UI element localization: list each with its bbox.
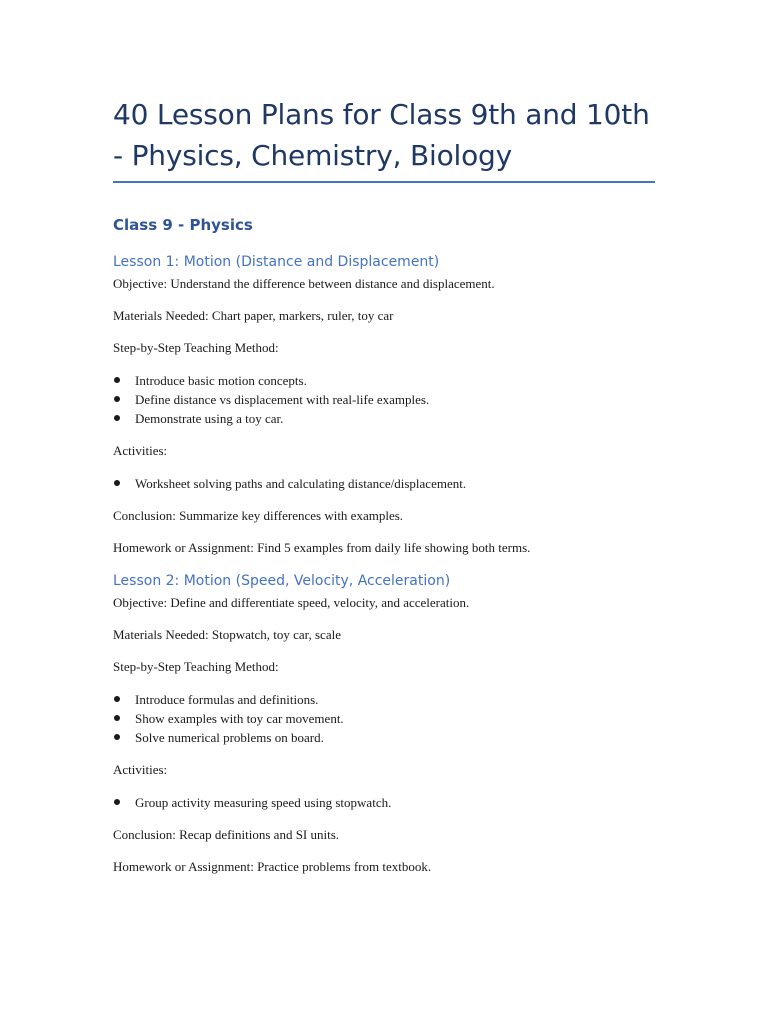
list-item-text: Define distance vs displacement with real-life examples. xyxy=(135,392,430,407)
method-steps-list xyxy=(113,690,658,747)
list-item xyxy=(113,793,658,812)
lesson-homework: Homework or Assignment: Practice problems from textbook. xyxy=(113,859,432,874)
bullet-icon xyxy=(114,799,120,805)
bullet-icon xyxy=(114,696,120,702)
list-item xyxy=(113,371,658,390)
document-title: 40 Lesson Plans for Class 9th and 10th - Physics, Chemistry, Biology xyxy=(113,98,650,172)
bullet-icon xyxy=(114,480,120,486)
list-item-text: Introduce formulas and definitions. xyxy=(135,692,319,707)
bullet-icon xyxy=(114,715,120,721)
lesson-objective: Objective: Understand the difference between distance and displacement. xyxy=(113,276,495,291)
list-item xyxy=(113,690,658,709)
activities-label: Activities: xyxy=(113,443,168,458)
lesson-objective: Objective: Define and differentiate speed, velocity, and acceleration. xyxy=(113,595,470,610)
activities-list xyxy=(113,474,658,493)
method-steps-list xyxy=(113,371,658,428)
activities-list xyxy=(113,793,658,812)
list-item-text: Show examples with toy car movement. xyxy=(135,711,344,726)
list-item xyxy=(113,409,658,428)
list-item-text: Introduce basic motion concepts. xyxy=(135,373,307,388)
document-body xyxy=(113,94,658,876)
bullet-icon xyxy=(114,734,120,740)
list-item-text: Solve numerical problems on board. xyxy=(135,730,324,745)
list-item xyxy=(113,709,658,728)
title-underline xyxy=(113,181,655,183)
lesson-conclusion: Conclusion: Recap definitions and SI units. xyxy=(113,827,340,842)
lesson-homework: Homework or Assignment: Find 5 examples from daily life showing both terms. xyxy=(113,540,531,555)
lesson-materials: Materials Needed: Stopwatch, toy car, scale xyxy=(113,627,341,642)
list-item xyxy=(113,728,658,747)
list-item-text: Worksheet solving paths and calculating distance/displacement. xyxy=(135,476,467,491)
activities-label: Activities: xyxy=(113,762,168,777)
method-label: Step-by-Step Teaching Method: xyxy=(113,659,279,674)
lesson-2 xyxy=(113,572,658,876)
lesson-materials: Materials Needed: Chart paper, markers, ruler, toy car xyxy=(113,308,394,323)
lesson-1 xyxy=(113,253,658,557)
list-item xyxy=(113,474,658,493)
bullet-icon xyxy=(114,396,120,402)
bullet-icon xyxy=(114,415,120,421)
section-heading: Class 9 - Physics xyxy=(113,216,253,234)
method-label: Step-by-Step Teaching Method: xyxy=(113,340,279,355)
list-item xyxy=(113,390,658,409)
bullet-icon xyxy=(114,377,120,383)
lesson-heading: Lesson 1: Motion (Distance and Displacement) xyxy=(113,254,440,270)
lesson-heading: Lesson 2: Motion (Speed, Velocity, Acceleration) xyxy=(113,573,451,589)
list-item-text: Demonstrate using a toy car. xyxy=(135,411,284,426)
list-item-text: Group activity measuring speed using stopwatch. xyxy=(135,795,392,810)
lesson-conclusion: Conclusion: Summarize key differences with examples. xyxy=(113,508,404,523)
